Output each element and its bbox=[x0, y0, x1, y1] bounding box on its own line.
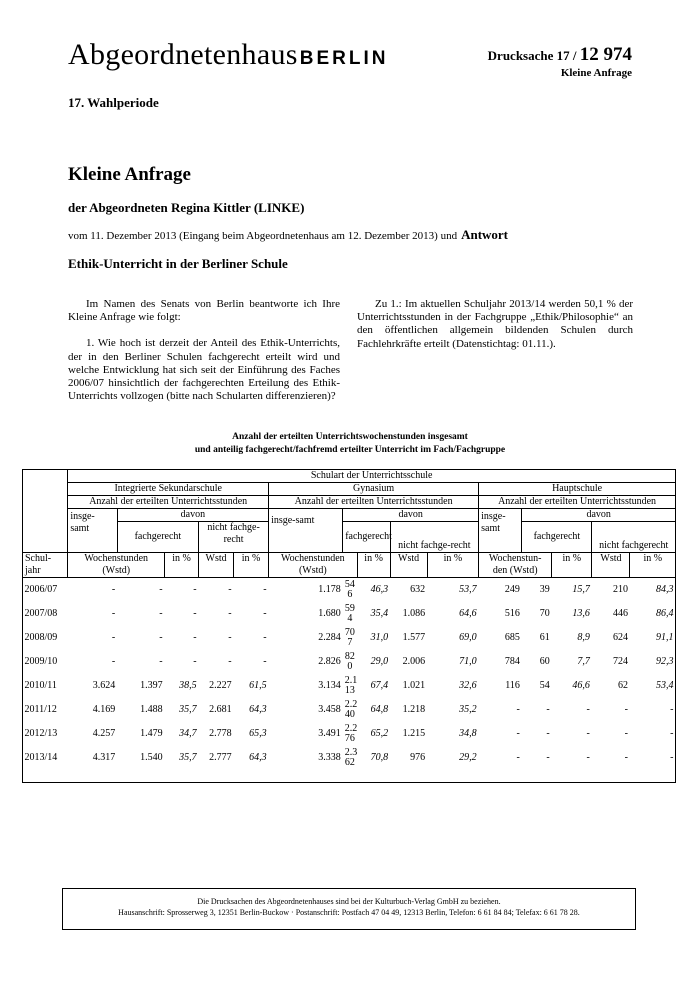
schuljahr-b: jahr bbox=[25, 565, 41, 576]
hs-nicht-fachgerecht: nicht fachgerecht bbox=[592, 522, 676, 553]
table-title-line1: Anzahl der erteilten Unterrichtswochenstunden insgesamt bbox=[232, 432, 468, 442]
cell-year: 2008/09 bbox=[24, 632, 58, 643]
hs-pct-header: in % bbox=[552, 553, 592, 578]
cell-hs-3: 210 bbox=[612, 584, 628, 595]
cell-isq-4: 61,5 bbox=[249, 680, 267, 691]
footer-line1: Die Drucksachen des Abgeordnetenhauses sind bei der Kulturbuch-Verlag GmbH zu beziehen. bbox=[197, 897, 501, 906]
cell-isq-2: 35,7 bbox=[179, 704, 197, 715]
cell-hs-4: 86,4 bbox=[656, 608, 674, 619]
table-row bbox=[23, 698, 676, 722]
isq-nfg-pct-header: in % bbox=[234, 553, 269, 578]
drucksache-label: Drucksache 17 / bbox=[487, 48, 577, 63]
cell-isq-1: - bbox=[159, 632, 163, 643]
isq-davon: davon bbox=[117, 509, 268, 522]
isq-wstd-header bbox=[68, 553, 165, 578]
cell-isq-2: 34,7 bbox=[179, 728, 197, 739]
cell-isq-3: - bbox=[228, 656, 232, 667]
hs-insgesamt-b: samt bbox=[481, 523, 501, 534]
table-title-line2: und anteilig fachgerecht/fachfremd erteilter Unterricht im Fach/Fachgruppe bbox=[194, 445, 506, 455]
cell-gym-total: 3.134 bbox=[318, 680, 341, 691]
gym-wstd-a: Wochenstunden bbox=[281, 553, 345, 564]
cell-hs-4: 84,3 bbox=[656, 584, 674, 595]
cell-isq-3: - bbox=[228, 608, 232, 619]
cell-hs-0: 116 bbox=[505, 680, 520, 691]
isq-insgesamt-a: insge- bbox=[70, 511, 95, 522]
cell-hs-4: - bbox=[670, 752, 674, 763]
cell-gym-fachgerecht-part: 0 bbox=[347, 661, 353, 672]
cell-gym-fachgerecht-part: 2.1 bbox=[344, 675, 358, 686]
cell-hs-0: 249 bbox=[504, 584, 520, 595]
cell-gym-total: 2.284 bbox=[318, 632, 341, 643]
cell-gym-nfg-wstd: 1.218 bbox=[402, 704, 426, 715]
cell-isq-4: - bbox=[263, 632, 267, 643]
cell-gym-nfg-wstd: 1.086 bbox=[402, 608, 426, 619]
question-paragraph: 1. Wie hoch ist derzeit der Anteil des Ethik-Unterrichts, der in den Berliner Schulen fachgerecht erteilt wird und welche Entwicklung hat sich seit der Einführung des Faches 2006/07 hinsichtlich der fachgerechten Erteilung des Ethik-Unterrichts vollzogen (bitte nach Schularten differenzieren)? bbox=[68, 337, 340, 403]
cell-year: 2009/10 bbox=[24, 656, 58, 667]
gym-anzahl: Anzahl der erteilten Unterrichtsstunden bbox=[269, 496, 479, 509]
cell-gym-fachgerecht-part: 2.3 bbox=[344, 747, 358, 758]
cell-hs-0: - bbox=[516, 704, 520, 715]
cell-hs-0: 685 bbox=[504, 632, 520, 643]
cell-gym-pct: 67,4 bbox=[370, 680, 389, 691]
cell-isq-4: - bbox=[263, 656, 267, 667]
isq-fachgerecht: fachgerecht bbox=[117, 522, 198, 553]
isq-wstd-b: (Wstd) bbox=[102, 565, 131, 576]
cell-isq-3: 2.777 bbox=[209, 752, 232, 763]
cell-year: 2007/08 bbox=[24, 608, 58, 619]
cell-hs-2: 8,9 bbox=[577, 632, 590, 643]
gym-nicht-fachgerecht: nicht fachge-recht bbox=[390, 522, 479, 553]
schuljahr-header bbox=[23, 553, 68, 578]
cell-gym-fachgerecht-part: 76 bbox=[344, 733, 355, 744]
cell-gym-pct: 70,8 bbox=[370, 752, 389, 763]
cell-gym-fachgerecht-part: 54 bbox=[344, 579, 355, 590]
cell-year: 2010/11 bbox=[24, 680, 57, 691]
table-title bbox=[60, 431, 640, 457]
cell-year: 2011/12 bbox=[24, 704, 57, 715]
table-row bbox=[23, 650, 676, 674]
cell-hs-1: - bbox=[546, 704, 550, 715]
gym-wstd-b: (Wstd) bbox=[298, 565, 327, 576]
cell-isq-1: - bbox=[159, 584, 163, 595]
isq-nfg-wstd-header: Wstd bbox=[199, 553, 234, 578]
cell-hs-2: - bbox=[586, 728, 590, 739]
cell-gym-fachgerecht-part: 62 bbox=[344, 757, 355, 768]
hs-wstd-header bbox=[479, 553, 552, 578]
cell-hs-3: - bbox=[624, 728, 628, 739]
cell-isq-1: 1.540 bbox=[140, 752, 163, 763]
cell-gym-nfg-pct: 34,8 bbox=[459, 728, 477, 739]
cell-gym-total: 1.178 bbox=[318, 584, 341, 595]
cell-hs-1: 61 bbox=[539, 632, 550, 643]
cell-gym-fachgerecht-part: 70 bbox=[344, 627, 355, 638]
cell-gym-fachgerecht bbox=[343, 698, 357, 722]
isq-anzahl: Anzahl der erteilten Unterrichtsstunden bbox=[68, 496, 269, 509]
cell-gym-fachgerecht-part: 7 bbox=[347, 637, 353, 648]
drucksache-value: 12 974 bbox=[579, 44, 632, 65]
cell-isq-0: 4.169 bbox=[92, 704, 116, 715]
cell-hs-4: - bbox=[670, 704, 674, 715]
isq-nicht-fachgerecht bbox=[199, 522, 269, 553]
cell-gym-fachgerecht bbox=[343, 674, 357, 698]
brand-main: Abgeordnetenhaus bbox=[68, 38, 298, 71]
cell-gym-pct: 64,8 bbox=[370, 704, 389, 715]
intro-paragraph: Im Namen des Senats von Berlin beantworte ich Ihre Kleine Anfrage wie folgt: bbox=[68, 298, 340, 324]
cell-gym-fachgerecht-part: 82 bbox=[344, 651, 355, 662]
footer-line2: Hausanschrift: Sprosserweg 3, 12351 Berlin-Buckow · Postanschrift: Postfach 47 04 49, 12313 Berlin, Telefon: 6 61 84 84; Telefax: 6 61 78 28. bbox=[118, 908, 580, 917]
cell-isq-1: - bbox=[159, 656, 163, 667]
cell-isq-3: 2.778 bbox=[209, 728, 232, 739]
cell-hs-4: 53,4 bbox=[656, 680, 674, 691]
gym-nfg-pct-header: in % bbox=[427, 553, 478, 578]
date-text: vom 11. Dezember 2013 (Eingang beim Abgeordnetenhaus am 12. Dezember 2013) und bbox=[68, 230, 458, 242]
cell-isq-4: 64,3 bbox=[249, 704, 267, 715]
cell-gym-fachgerecht-part: 2.2 bbox=[344, 723, 358, 734]
cell-isq-0: 4.317 bbox=[92, 752, 116, 763]
cell-hs-3: - bbox=[624, 752, 628, 763]
cell-gym-nfg-wstd: 1.577 bbox=[402, 632, 426, 643]
cell-hs-2: - bbox=[586, 704, 590, 715]
table-body bbox=[23, 578, 676, 771]
cell-isq-0: 3.624 bbox=[92, 680, 116, 691]
cell-isq-2: 35,7 bbox=[179, 752, 197, 763]
brand-city: BERLIN bbox=[299, 48, 389, 69]
cell-gym-nfg-pct: 64,6 bbox=[459, 608, 477, 619]
table-row bbox=[23, 602, 676, 626]
cell-isq-1: 1.479 bbox=[140, 728, 163, 739]
cell-isq-0: - bbox=[111, 584, 116, 595]
cell-gym-nfg-pct: 69,0 bbox=[459, 632, 477, 643]
gym-fachgerecht: fachgerecht bbox=[343, 522, 390, 553]
cell-gym-total: 3.458 bbox=[318, 704, 341, 715]
cell-gym-fachgerecht-part: 2.2 bbox=[344, 699, 358, 710]
hs-nfg-wstd-header: Wstd bbox=[592, 553, 630, 578]
isq-pct-header: in % bbox=[165, 553, 199, 578]
cell-isq-4: 64,3 bbox=[249, 752, 267, 763]
cell-gym-nfg-pct: 53,7 bbox=[459, 584, 477, 595]
cell-gym-fachgerecht-part: 59 bbox=[344, 603, 355, 614]
cell-gym-fachgerecht bbox=[343, 650, 357, 674]
cell-isq-1: 1.397 bbox=[140, 680, 163, 691]
cell-gym-nfg-wstd: 1.021 bbox=[402, 680, 426, 691]
cell-hs-2: 13,6 bbox=[572, 608, 590, 619]
cell-gym-fachgerecht-part: 4 bbox=[347, 613, 353, 624]
cell-hs-2: 46,6 bbox=[572, 680, 590, 691]
hs-nfg-pct-header: in % bbox=[630, 553, 676, 578]
cell-gym-fachgerecht-part: 6 bbox=[347, 589, 353, 600]
cell-gym-fachgerecht bbox=[343, 722, 357, 746]
cell-gym-fachgerecht bbox=[343, 746, 357, 770]
cell-isq-4: - bbox=[263, 608, 267, 619]
gym-header: Gynasium bbox=[269, 483, 479, 496]
cell-isq-3: - bbox=[228, 584, 232, 595]
cell-gym-nfg-pct: 35,2 bbox=[459, 704, 477, 715]
cell-isq-2: - bbox=[193, 632, 197, 643]
cell-gym-pct: 31,0 bbox=[370, 632, 389, 643]
gym-insgesamt: insge-samt bbox=[269, 509, 343, 553]
table-row bbox=[23, 722, 676, 746]
cell-isq-4: - bbox=[263, 584, 267, 595]
cell-hs-1: 54 bbox=[539, 680, 550, 691]
cell-isq-4: 65,3 bbox=[249, 728, 267, 739]
cell-hs-2: - bbox=[586, 752, 590, 763]
cell-hs-4: - bbox=[670, 728, 674, 739]
cell-gym-total: 3.491 bbox=[318, 728, 341, 739]
cell-gym-fachgerecht bbox=[343, 578, 357, 603]
cell-hs-2: 7,7 bbox=[577, 656, 590, 667]
cell-hs-1: 60 bbox=[539, 656, 550, 667]
brand-logo bbox=[68, 38, 388, 72]
cell-gym-fachgerecht bbox=[343, 626, 357, 650]
cell-hs-4: 91,1 bbox=[656, 632, 674, 643]
cell-isq-3: 2.681 bbox=[209, 704, 232, 715]
cell-hs-0: 784 bbox=[504, 656, 520, 667]
cell-gym-pct: 29,0 bbox=[370, 656, 389, 667]
cell-hs-1: 70 bbox=[539, 608, 550, 619]
cell-gym-pct: 46,3 bbox=[370, 584, 389, 595]
isq-header: Integrierte Sekundarschule bbox=[68, 483, 269, 496]
footer-box bbox=[62, 888, 636, 930]
cell-hs-3: 446 bbox=[612, 608, 628, 619]
cell-isq-2: - bbox=[193, 656, 197, 667]
cell-isq-0: - bbox=[111, 656, 116, 667]
gym-pct-header: in % bbox=[357, 553, 390, 578]
right-column bbox=[357, 298, 633, 364]
gym-nfg-wstd-header: Wstd bbox=[390, 553, 427, 578]
table-row bbox=[23, 674, 676, 698]
cell-hs-3: - bbox=[624, 704, 628, 715]
cell-gym-nfg-pct: 29,2 bbox=[459, 752, 477, 763]
isq-insgesamt bbox=[68, 509, 117, 553]
cell-year: 2012/13 bbox=[24, 728, 58, 739]
gym-davon: davon bbox=[343, 509, 479, 522]
cell-year: 2006/07 bbox=[24, 584, 58, 595]
hs-wstd-a: Wochenstun- bbox=[488, 553, 542, 564]
cell-gym-nfg-wstd: 2.006 bbox=[402, 656, 426, 667]
cell-gym-nfg-wstd: 632 bbox=[410, 584, 426, 595]
cell-hs-1: - bbox=[546, 728, 550, 739]
cell-isq-2: - bbox=[193, 608, 197, 619]
isq-insgesamt-b: samt bbox=[70, 523, 90, 534]
cell-hs-1: 39 bbox=[539, 584, 550, 595]
cell-gym-total: 1.680 bbox=[318, 608, 341, 619]
cell-gym-nfg-wstd: 976 bbox=[410, 752, 426, 763]
cell-hs-3: 624 bbox=[612, 632, 628, 643]
cell-gym-total: 2.826 bbox=[318, 656, 341, 667]
hs-anzahl: Anzahl der erteilten Unterrichtsstunden bbox=[479, 496, 676, 509]
cell-isq-2: - bbox=[193, 584, 197, 595]
cell-hs-4: 92,3 bbox=[656, 656, 674, 667]
cell-isq-0: 4.257 bbox=[92, 728, 116, 739]
cell-hs-1: - bbox=[546, 752, 550, 763]
cell-isq-0: - bbox=[111, 632, 116, 643]
topic-heading: Ethik-Unterricht in der Berliner Schule bbox=[68, 256, 288, 271]
cell-gym-fachgerecht bbox=[343, 602, 357, 626]
drucksache-number bbox=[488, 44, 632, 66]
hs-insgesamt-a: insge- bbox=[481, 511, 506, 522]
cell-isq-3: 2.227 bbox=[209, 680, 232, 691]
cell-isq-2: 38,5 bbox=[179, 680, 197, 691]
cell-isq-3: - bbox=[228, 632, 232, 643]
table-row bbox=[23, 578, 676, 603]
cell-gym-fachgerecht-part: 40 bbox=[344, 709, 355, 720]
schulart-header: Schulart der Unterrichtsschule bbox=[68, 470, 676, 483]
gym-wstd-header bbox=[269, 553, 358, 578]
date-line bbox=[68, 227, 508, 243]
page-title: Kleine Anfrage bbox=[68, 164, 191, 185]
hs-wstd-b: den (Wstd) bbox=[492, 565, 538, 576]
cell-isq-0: - bbox=[111, 608, 116, 619]
cell-gym-nfg-pct: 71,0 bbox=[459, 656, 477, 667]
hs-davon: davon bbox=[522, 509, 676, 522]
cell-hs-3: 724 bbox=[612, 656, 628, 667]
cell-hs-2: 15,7 bbox=[572, 584, 590, 595]
cell-isq-1: 1.488 bbox=[140, 704, 163, 715]
table-row bbox=[23, 746, 676, 770]
cell-year: 2013/14 bbox=[24, 752, 58, 763]
cell-gym-fachgerecht-part: 13 bbox=[344, 685, 355, 696]
cell-gym-pct: 35,4 bbox=[370, 608, 389, 619]
schuljahr-a: Schul- bbox=[25, 553, 52, 564]
cell-gym-nfg-pct: 32,6 bbox=[459, 680, 477, 691]
cell-hs-3: 62 bbox=[617, 680, 628, 691]
cell-hs-0: - bbox=[516, 728, 520, 739]
answer-paragraph: Zu 1.: Im aktuellen Schuljahr 2013/14 werden 50,1 % der Unterrichtsstunden in der Fachgruppe „Ethik/Philosophie“ an den öffentlichen allgemein bildenden Schulen durch Fachlehrkräfte erteilt (Datenstichtag: 01.11.). bbox=[357, 298, 633, 350]
cell-gym-nfg-wstd: 1.215 bbox=[402, 728, 426, 739]
left-column bbox=[68, 298, 340, 416]
isq-nfg-a: nicht fachge- bbox=[207, 522, 260, 533]
data-table bbox=[22, 469, 676, 770]
hs-fachgerecht: fachgerecht bbox=[522, 522, 592, 553]
isq-wstd-a: Wochenstunden bbox=[84, 553, 149, 564]
cell-hs-0: 516 bbox=[504, 608, 520, 619]
wahlperiode: 17. Wahlperiode bbox=[68, 95, 159, 110]
cell-isq-1: - bbox=[159, 608, 163, 619]
table-row bbox=[23, 626, 676, 650]
hs-insgesamt bbox=[479, 509, 522, 553]
hs-header: Hauptschule bbox=[479, 483, 676, 496]
doc-type: Kleine Anfrage bbox=[560, 67, 632, 79]
isq-nfg-b: recht bbox=[223, 534, 244, 545]
author-line: der Abgeordneten Regina Kittler (LINKE) bbox=[68, 200, 305, 215]
answer-label: Antwort bbox=[461, 227, 509, 242]
cell-gym-pct: 65,2 bbox=[370, 728, 389, 739]
cell-gym-total: 3.338 bbox=[318, 752, 341, 763]
cell-hs-0: - bbox=[516, 752, 520, 763]
